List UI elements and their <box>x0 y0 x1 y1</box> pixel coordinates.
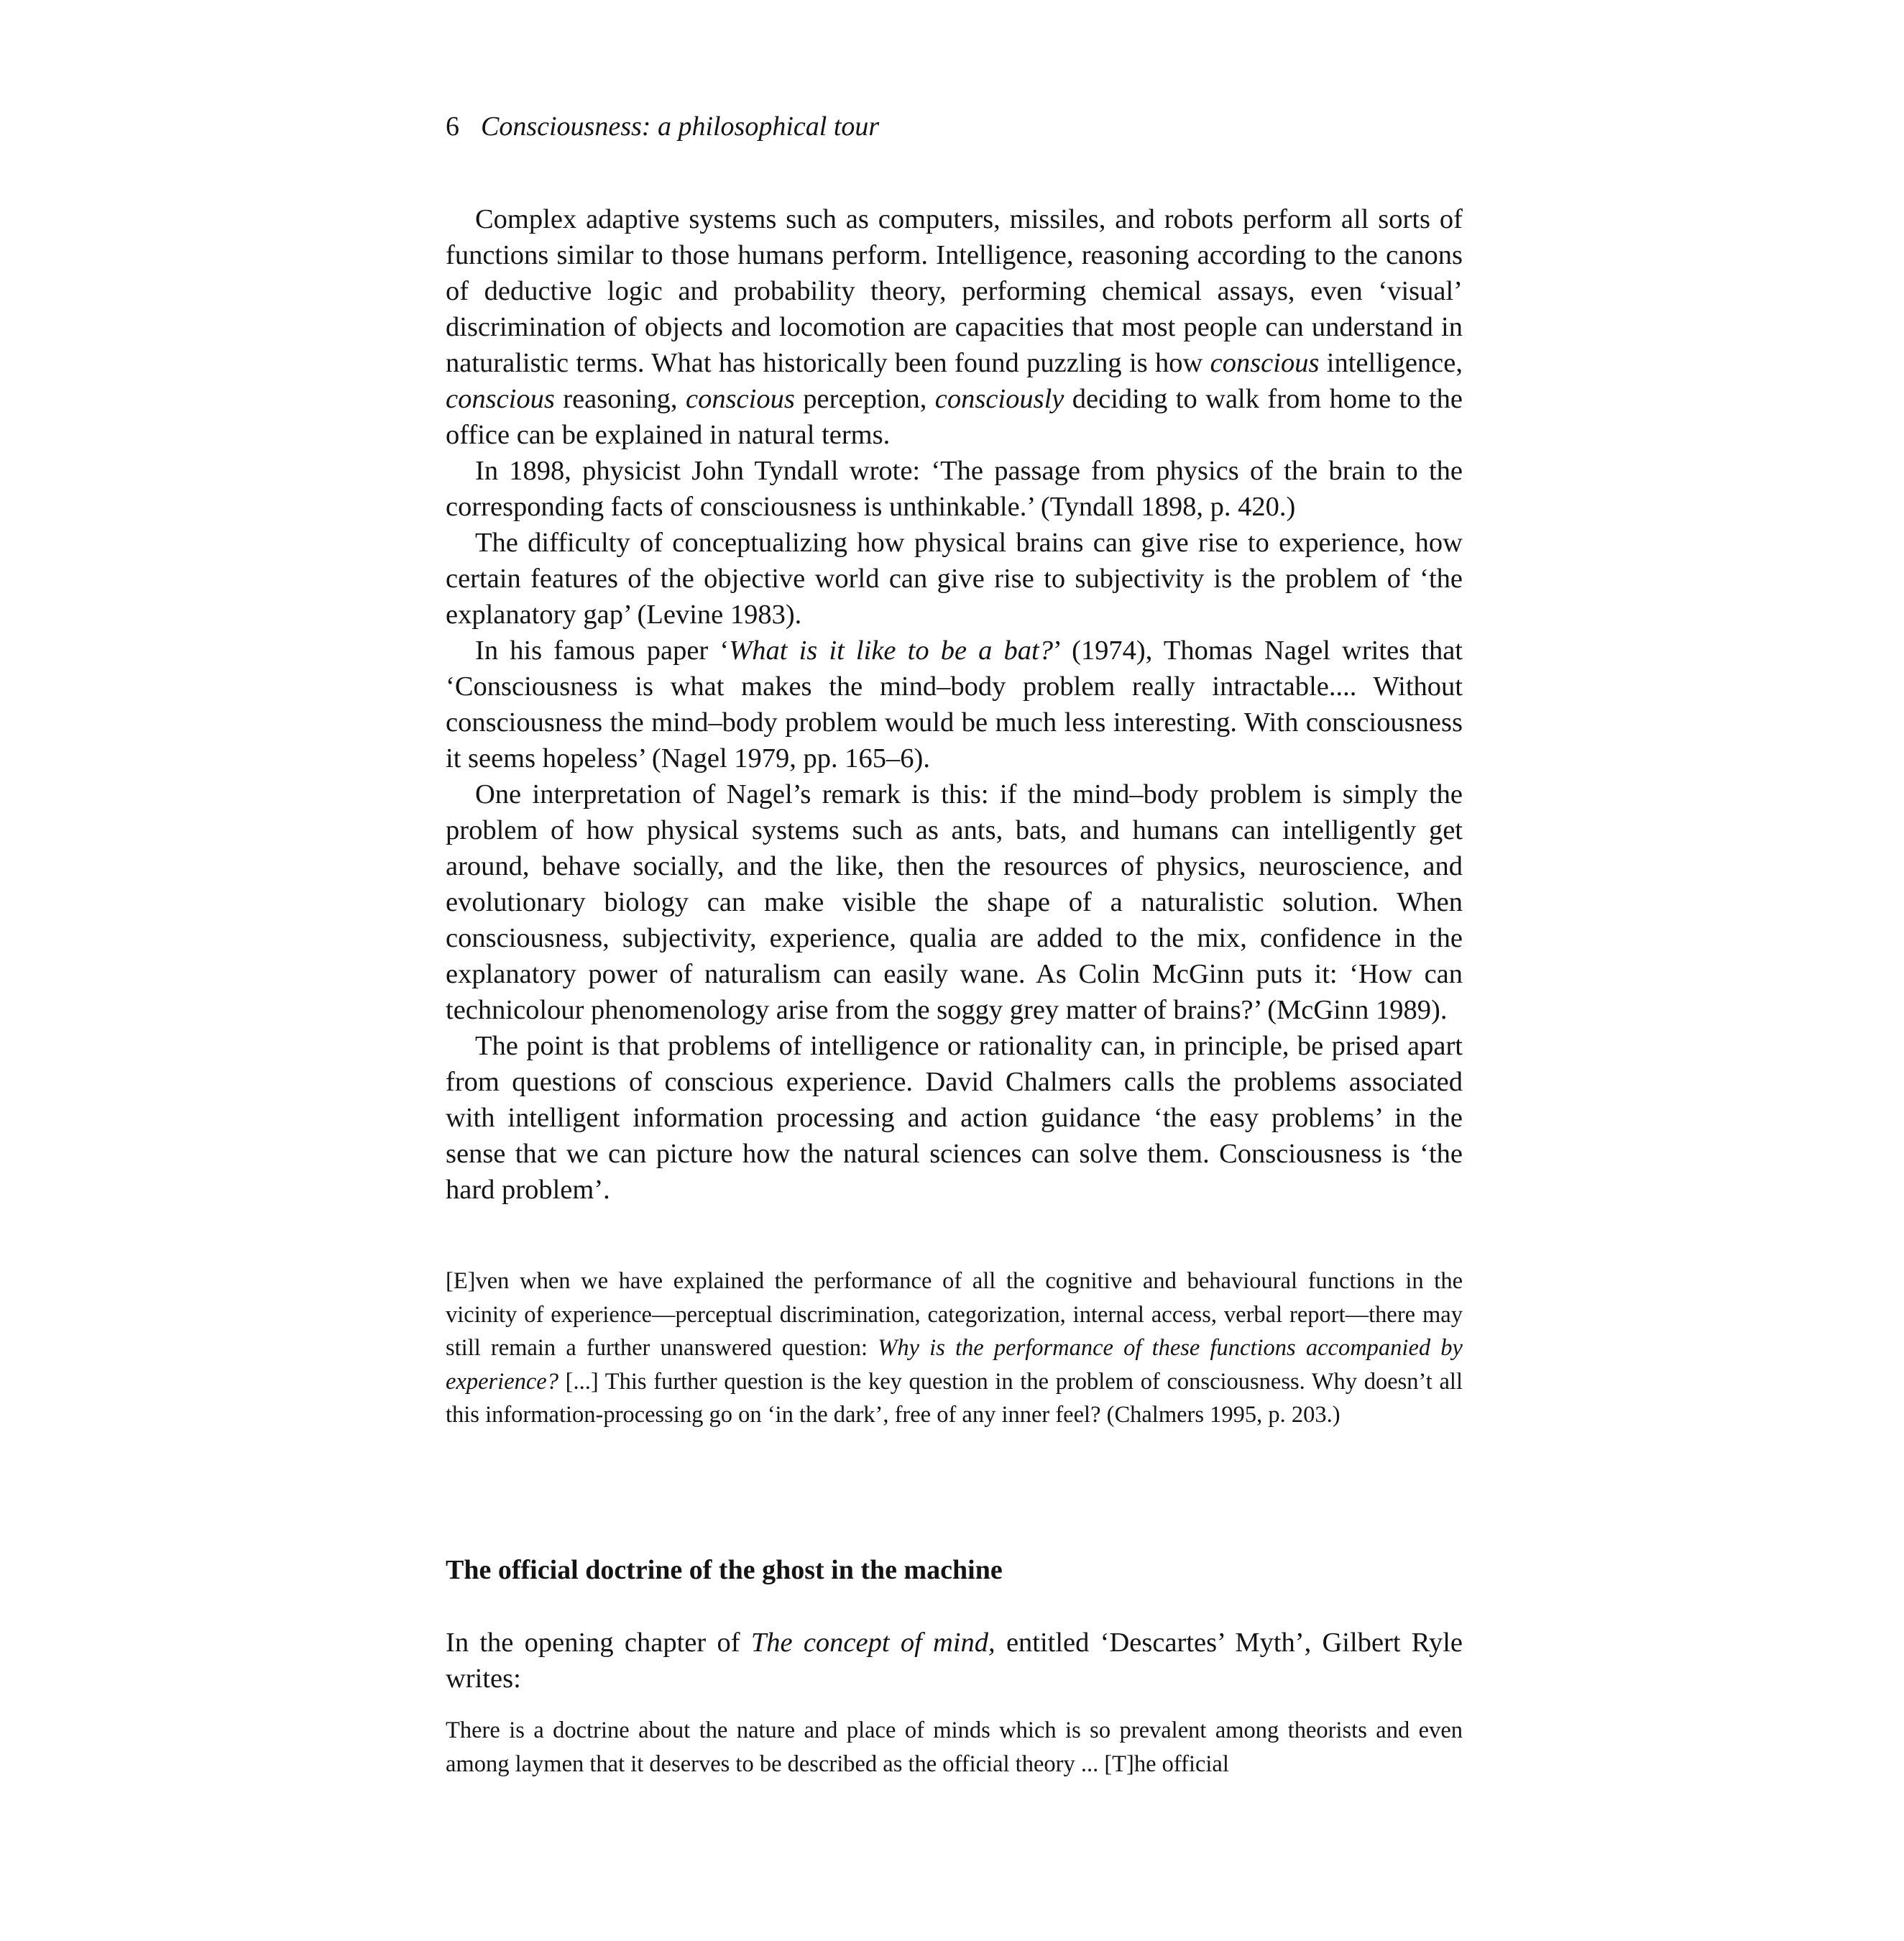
paragraph-2: In 1898, physicist John Tyndall wrote: ‘The passage from physics of the brain to the corresponding facts of consciousness is unthinkable.’ (Tyndall 1898, p. 420.) <box>446 456 1463 522</box>
paragraph-3: The difficulty of conceptualizing how physical brains can give rise to experience, how certain features of the objective world can give rise to subjectivity is the problem of ‘the explanatory gap’ (Levine 1983). <box>446 528 1463 630</box>
block-quote-chalmers: [E]ven when we have explained the performance of all the cognitive and behavioural functions in the vicinity of experience—perceptual discrimination, categorization, internal access, verbal report—there may still remain a further unanswered question: Why is the performance of these functions accompanied by experience? [...] This further question is the key question in the problem of consciousness. Why doesn’t all this information-processing go on ‘in the dark’, free of any inner feel? (Chalmers 1995, p. 203.) <box>446 1268 1463 1428</box>
section-heading: The official doctrine of the ghost in the machine <box>446 1555 1003 1585</box>
page-number: 6 <box>446 111 459 142</box>
paragraph-4: In his famous paper ‘What is it like to be a bat?’ (1974), Thomas Nagel writes that ‘Consciousness is what makes the mind–body problem really intractable.... Without consciousness the mind–body problem would be much less interesting. With consciousness it seems hopeless’ (Nagel 1979, pp. 165–6). <box>446 635 1463 774</box>
section-paragraph: In the opening chapter of The concept of mind, entitled ‘Descartes’ Myth’, Gilbert Ryle writes: <box>446 1628 1463 1694</box>
body-text <box>446 201 1463 1208</box>
block-quote-ryle: There is a doctrine about the nature and place of minds which is so prevalent among theorists and even among laymen that it deserves to be described as the official theory ... [T]he official <box>446 1717 1463 1777</box>
running-head <box>446 108 879 145</box>
paragraph-5: One interpretation of Nagel’s remark is this: if the mind–body problem is simply the problem of how physical systems such as ants, bats, and humans can intelligently get around, behave socially, and the like, then the resources of physics, neuroscience, and evolutionary biology can make visible the shape of a naturalistic solution. When consciousness, subjectivity, experience, qualia are added to the mix, confidence in the explanatory power of naturalism can easily wane. As Colin McGinn puts it: ‘How can technicolour phenomenology arise from the soggy grey matter of brains?’ (McGinn 1989). <box>446 779 1463 1025</box>
paragraph-1: Complex adaptive systems such as computers, missiles, and robots perform all sorts of functions similar to those humans perform. Intelligence, reasoning according to the canons of deductive logic and probability theory, performing chemical assays, even ‘visual’ discrimination of objects and locomotion are capacities that most people can understand in naturalistic terms. What has historically been found puzzling is how conscious intelligence, conscious reasoning, conscious perception, consciously deciding to walk from home to the office can be explained in natural terms. <box>446 204 1463 450</box>
book-title: Consciousness: a philosophical tour <box>481 111 880 142</box>
paragraph-6: The point is that problems of intelligence or rationality can, in principle, be prised apart from questions of conscious experience. David Chalmers calls the problems associated with intelligent information processing and action guidance ‘the easy problems’ in the sense that we can picture how the natural sciences can solve them. Consciousness is ‘the hard problem’. <box>446 1031 1463 1205</box>
